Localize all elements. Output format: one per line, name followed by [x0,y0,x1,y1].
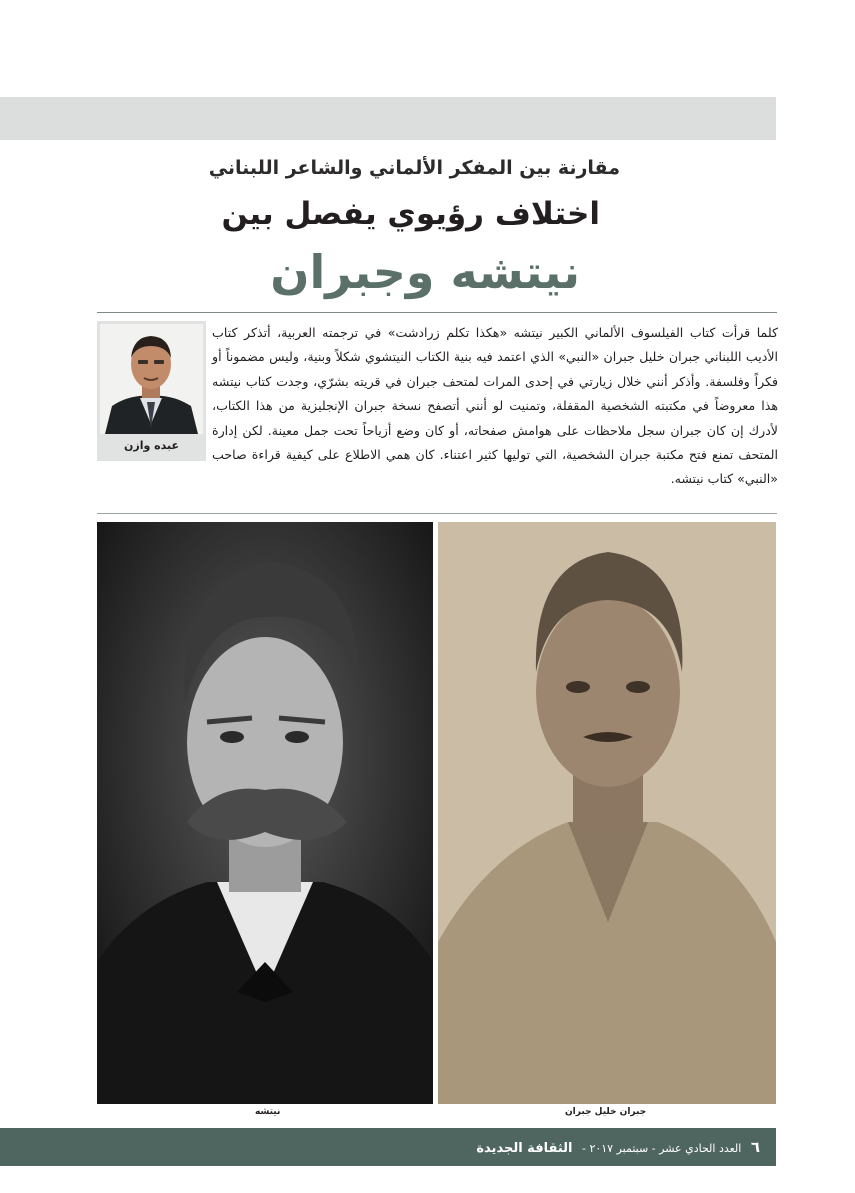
nietzsche-caption: نيتشه [255,1107,281,1117]
footer-text [430,1138,760,1156]
magazine-logo: الثقافة الجديدة [476,1141,573,1156]
article-headline-names: نيتشه وجبران [270,245,580,299]
nietzsche-portrait [97,522,433,1104]
author-name: عبده وازن [123,439,179,452]
page-number: ٦ [750,1138,760,1156]
issue-info: العدد الحادي عشر - سبتمبر ٢٠١٧ - [581,1142,742,1155]
author-photo [100,324,203,434]
author-box [97,321,206,461]
article-kicker: مقارنة بين المفكر الألماني والشاعر اللبناني [208,157,620,179]
headline-divider [97,312,777,313]
gibran-portrait [438,522,776,1104]
gibran-caption: جبران خليل جبران [565,1107,647,1117]
photos-divider [97,513,777,514]
page-footer [0,1128,776,1166]
top-band [0,97,776,140]
article-headline: اختلاف رؤيوي يفصل بين [221,196,600,232]
article-paragraph: كلما قرأت كتاب الفيلسوف الألماني الكبير نيتشه «هكذا تكلم زرادشت» في ترجمته العربية، أتذكر كتاب الأديب اللبناني جبران خليل جبران «النبي» الذي اعتمد فيه بنية الكتاب النيتشوي شكلاً وبنية، وليس مضموناً أو فكراً وفلسفة. وأذكر أنني خلال زيارتي في إحدى المرات لمتحف جبران في قريته بشرّي، وجدت كتاب نيتشه هذا معروضاً في مكتبته الشخصية المقفلة، وتمنيت لو أنني أتصفح نسخة جبران الإنجليزية من هذا الكتاب، لأدرك إن كان جبران سجل ملاحظات على هوامش صفحاته، أو كان وضع أزياحاً تحت جمل معينة. لكن إدارة المتحف تمنع فتح مكتبة جبران الشخصية، التي توليها كثير اعتناء. كان همي الاطلاع على كيفية قراءة صاحب «النبي» كتاب نيتشه. [212,325,778,487]
